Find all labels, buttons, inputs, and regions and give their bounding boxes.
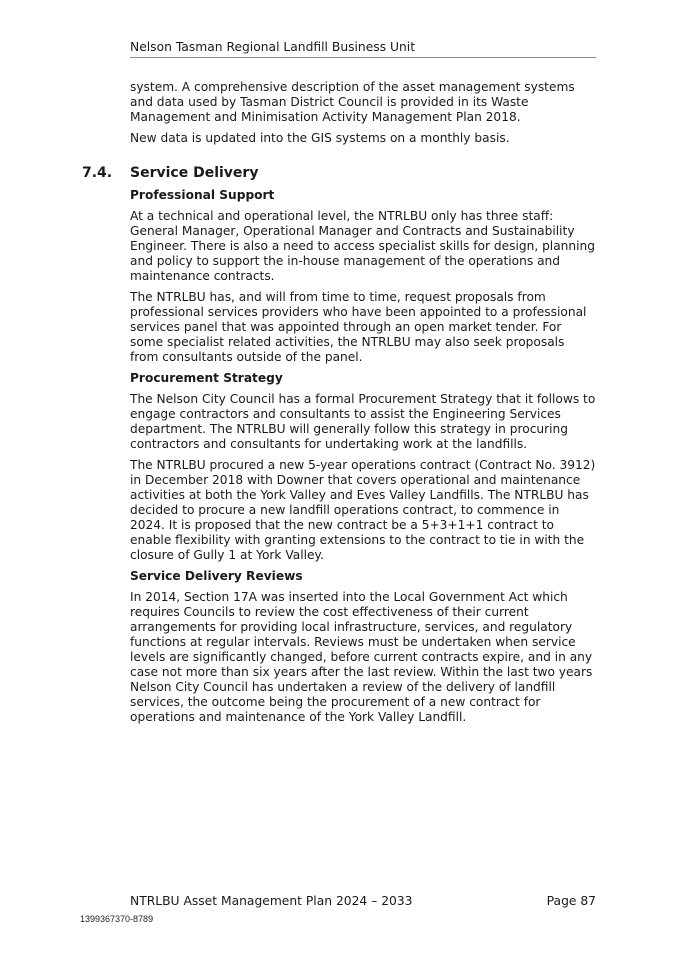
section-heading xyxy=(82,164,596,182)
intro-paragraph: New data is updated into the GIS systems on a monthly basis. xyxy=(130,131,510,145)
subsection-heading: Procurement Strategy xyxy=(130,371,283,385)
document-id: 1399367370-8789 xyxy=(80,914,154,924)
document-body xyxy=(82,80,596,731)
section-number: 7.4. xyxy=(82,165,113,181)
subsection-heading: Professional Support xyxy=(130,188,275,202)
subsection-heading: Service Delivery Reviews xyxy=(130,569,303,583)
header-title: Nelson Tasman Regional Landfill Business Unit xyxy=(130,40,416,54)
paragraph: At a technical and operational level, the NTRLBU only has three staff: General Manager, Operational Manager and Contracts and Sustainability Engineer. There is also a need to access specialist skills for design, planning and policy to support the in-house management of the operations and maintenance contracts. xyxy=(130,209,595,283)
paragraph: The NTRLBU has, and will from time to time, request proposals from professional services providers who have been appointed to a professional services panel that was appointed through an open market tender. For some specialist related activities, the NTRLBU may also seek proposals from consultants outside of the panel. xyxy=(130,290,587,364)
page-number: Page 87 xyxy=(546,894,596,908)
paragraph: The NTRLBU procured a new 5-year operations contract (Contract No. 3912) in December 2018 with Downer that covers operational and maintenance activities at both the York Valley and Eves Valley Landfills. The NTRLBU has decided to procure a new landfill operations contract, to commence in 2024. It is proposed that the new contract be a 5+3+1+1 contract to enable flexibility with granting extensions to the contract to tie in with the closure of Gully 1 at York Valley. xyxy=(130,458,596,562)
paragraph: The Nelson City Council has a formal Procurement Strategy that it follows to engage contractors and consultants to assist the Engineering Services department. The NTRLBU will generally follow this strategy in procuring contractors and consultants for undertaking work at the landfills. xyxy=(130,392,596,451)
intro-paragraph: system. A comprehensive description of the asset management systems and data used by Tasman District Council is provided in its Waste Management and Minimisation Activity Management Plan 2018. xyxy=(130,80,575,124)
paragraph: In 2014, Section 17A was inserted into the Local Government Act which requires Councils to review the cost effectiveness of their current arrangements for providing local infrastructure, services, and regulatory functions at regular intervals. Reviews must be undertaken when service levels are significantly changed, before current contracts expire, and in any case not more than six years after the last review. Within the last two years Nelson City Council has undertaken a review of the delivery of landfill services, the outcome being the procurement of a new contract for operations and maintenance of the York Valley Landfill. xyxy=(130,590,593,724)
footer-plan-title: NTRLBU Asset Management Plan 2024 – 2033 xyxy=(130,894,413,908)
section-title: Service Delivery xyxy=(130,165,259,181)
page-header xyxy=(130,40,596,58)
